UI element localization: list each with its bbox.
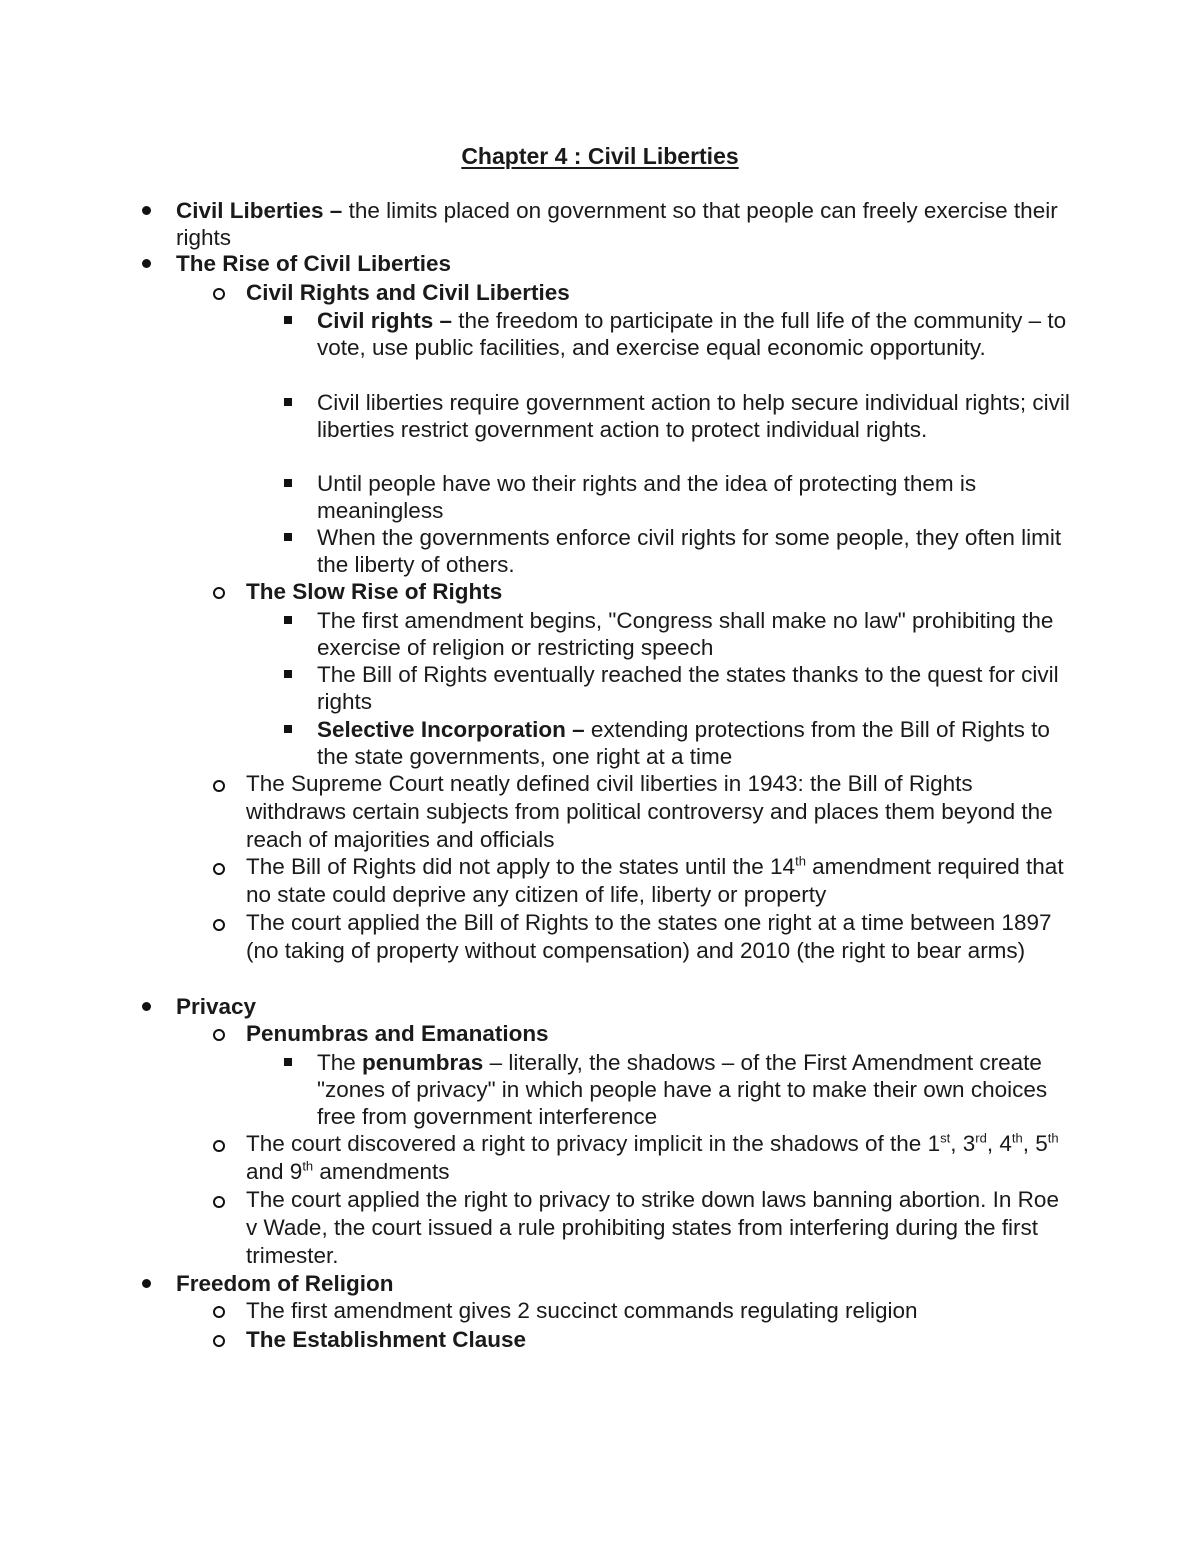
item-text: The Supreme Court neatly defined civil liberties in 1943: the Bill of Rights withdraws certain subjects from political controversy and places them beyond the reach of majorities and officials [246,771,1053,852]
heading-text: Penumbras and Emanations [246,1021,549,1046]
square-bullet-icon [284,725,292,733]
item-text: The Bill of Rights eventually reached the states thanks to the quest for civil rights [317,662,1059,714]
list-item [246,1186,1076,1270]
list-item [317,716,1077,770]
square-bullet-icon [284,1058,292,1066]
bullet-icon [142,1279,151,1288]
item-text: amendment required that no state could deprive any citizen of life, liberty or property [246,854,1064,907]
section-heading [176,1270,1076,1297]
definition: extending protections from the Bill of Rights to the state governments, one right at a time [317,717,1050,769]
superscript: rd [975,1130,987,1146]
title-text: Chapter 4 : Civil Liberties [461,143,739,169]
circle-bullet-icon [213,1335,225,1347]
definition: the freedom to participate in the full life of the community – to vote, use public facilities, and exercise equal economic opportunity. [317,308,1067,360]
page-title [0,142,1200,170]
heading-text: Civil Rights and Civil Liberties [246,280,570,305]
circle-bullet-icon [213,1306,225,1318]
square-bullet-icon [284,479,292,487]
section-heading [176,250,1076,277]
section-heading [176,993,1076,1020]
list-item [317,1049,1077,1130]
item-text: , 4 [986,1131,1012,1156]
item-text: The Bill of Rights did not apply to the states until the 14 [246,854,796,879]
subsection-heading [246,1326,1076,1353]
heading-text: The Slow Rise of Rights [246,579,503,604]
circle-bullet-icon [213,1029,225,1041]
item-text: , 5 [1022,1131,1048,1156]
circle-bullet-icon [213,919,225,931]
list-item [317,607,1077,661]
term: Civil Liberties – [176,198,343,223]
item-text: amendments [313,1159,450,1184]
list-item [246,770,1076,854]
term: penumbras [362,1050,484,1075]
list-item [317,307,1077,361]
superscript: th [1047,1130,1059,1146]
item-text: The court applied the right to privacy to strike down laws banning abortion. In Roe v Wade, the court issued a rule prohibiting states from interfering during the first trimester. [246,1187,1059,1268]
heading-text: Freedom of Religion [176,1271,394,1296]
bullet-icon [142,1002,151,1011]
circle-bullet-icon [213,780,225,792]
item-text: – literally, the shadows – of the First Amendment create "zones of privacy" in which people have a right to make their own choices free from government interference [317,1050,1048,1129]
item-text: The first amendment begins, "Congress shall make no law" prohibiting the exercise of religion or restricting speech [317,608,1054,660]
list-item [246,853,1076,909]
bullet-icon [142,259,151,268]
subsection-heading [246,578,1076,605]
bullet-icon [142,206,151,215]
superscript: st [940,1130,951,1146]
circle-bullet-icon [213,1196,225,1208]
list-item [317,389,1077,443]
list-item [317,470,1077,524]
superscript: th [795,853,806,869]
item-text: , 3 [950,1131,976,1156]
list-item [246,909,1076,965]
item-text: The first amendment gives 2 succinct commands regulating religion [246,1298,918,1323]
circle-bullet-icon [213,1140,225,1152]
list-item [317,524,1077,578]
item-text: The court discovered a right to privacy implicit in the shadows of the 1 [246,1131,941,1156]
subsection-heading [246,1020,1076,1047]
list-item [246,1297,1076,1324]
item-text: The [317,1050,363,1075]
superscript: th [1011,1130,1023,1146]
square-bullet-icon [284,316,292,324]
circle-bullet-icon [213,863,225,875]
item-text: and 9 [246,1159,303,1184]
square-bullet-icon [284,533,292,541]
square-bullet-icon [284,398,292,406]
item-text: Until people have wo their rights and the idea of protecting them is meaningless [317,471,977,523]
item-text: Civil liberties require government action to help secure individual rights; civil liberties restrict government action to protect individual rights. [317,390,1070,442]
circle-bullet-icon [213,288,225,300]
term: Civil rights – [317,308,453,333]
list-item [176,197,1076,251]
item-text: When the governments enforce civil rights for some people, they often limit the liberty of others. [317,525,1062,577]
item-text: The court applied the Bill of Rights to the states one right at a time between 1897 (no taking of property without compensation) and 2010 (the right to bear arms) [246,910,1052,963]
term: Selective Incorporation – [317,717,585,742]
square-bullet-icon [284,670,292,678]
list-item [317,661,1077,715]
list-item [246,1130,1076,1186]
circle-bullet-icon [213,587,225,599]
heading-text: The Rise of Civil Liberties [176,251,452,276]
heading-text: The Establishment Clause [246,1327,527,1352]
subsection-heading [246,279,1076,306]
superscript: th [302,1158,314,1174]
square-bullet-icon [284,616,292,624]
heading-text: Privacy [176,994,257,1019]
definition: the limits placed on government so that people can freely exercise their rights [176,198,1058,250]
